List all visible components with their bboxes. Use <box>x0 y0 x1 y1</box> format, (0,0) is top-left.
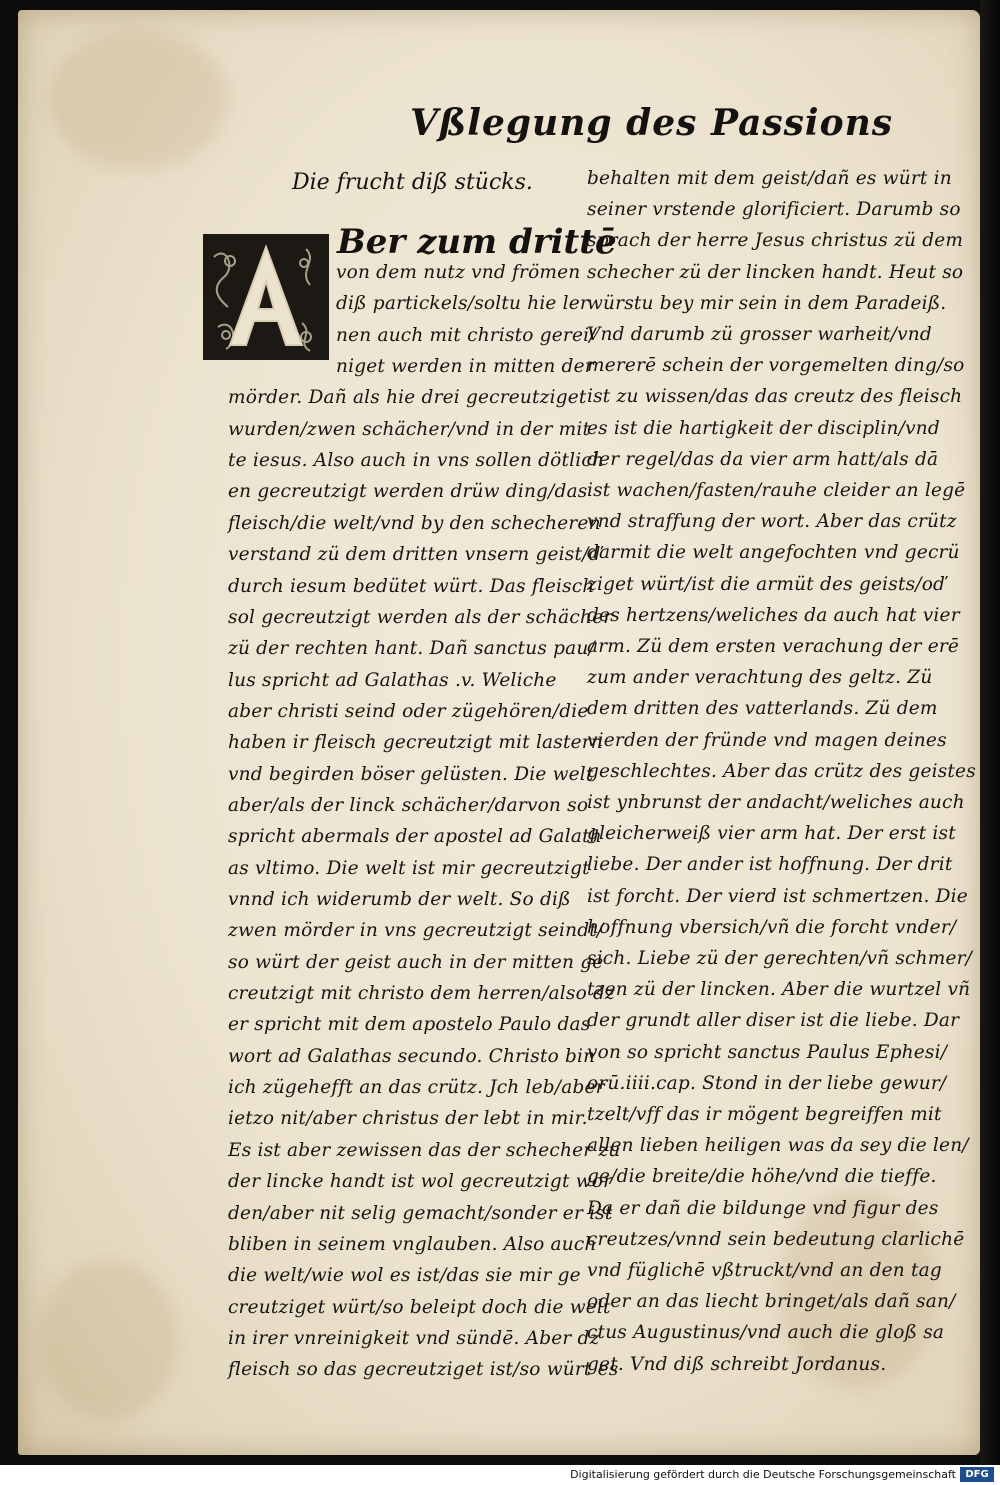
text-line: orū.iiii.cap. Stond in der liebe gewur/ <box>587 1072 947 1094</box>
text-line: en gecreutzigt werden drüw ding/das <box>228 481 588 503</box>
text-line: ist forcht. Der vierd ist schmertzen. Die <box>587 885 968 907</box>
text-line: aber/als der linck schächer/darvon so <box>228 794 589 816</box>
text-line: vnd straffung der wort. Aber das crütz <box>587 511 957 533</box>
opening-words: Ber zum drittē <box>337 222 617 262</box>
page-header: Vßlegung des Passions <box>410 102 894 144</box>
text-line: des hertzens/weliches da auch hat vier <box>587 604 960 626</box>
text-line: die welt/wie wol es ist/das sie mir ge <box>228 1265 581 1287</box>
text-line: von dem nutz vnd frömen <box>336 262 581 283</box>
text-line: geschlechtes. Aber das crütz des geistes <box>587 760 976 782</box>
text-line: te iesus. Also auch in vns sollen dötlich <box>228 450 605 472</box>
text-line: sprach der herre Jesus christus zü dem <box>587 230 964 252</box>
text-line: ge/die breite/die höhe/vnd die tieffe. <box>587 1166 937 1188</box>
text-line: vierden der fründe vnd magen deines <box>587 729 947 751</box>
text-line: arm. Zü dem ersten verachung der erē <box>587 636 960 657</box>
text-line: creutziget würt/so beleipt doch die welt <box>228 1296 611 1318</box>
text-line: nen auch mit christo gerei/ <box>336 324 596 346</box>
text-line: von so spricht sanctus Paulus Ephesi/ <box>587 1041 948 1063</box>
text-line: niget werden in mitten der <box>336 356 594 378</box>
text-line: zü der rechten hant. Dañ sanctus pau/ <box>228 638 595 660</box>
text-line: ist zu wissen/das das creutz des fleisch <box>587 386 963 408</box>
text-line: spricht abermals der apostel ad Galath <box>228 826 602 848</box>
text-line: Es ist aber zewissen das der schecher zu <box>228 1139 621 1161</box>
text-line: es ist die hartigkeit der disciplin/vnd <box>587 417 940 439</box>
text-line: ist wachen/fasten/rauhe cleider an legē <box>587 480 966 501</box>
text-line: ctus Augustinus/vnd auch die gloß sa <box>587 1322 945 1344</box>
text-line: darmit die welt angefochten vnd gecrü <box>587 542 960 564</box>
text-line: oder an das liecht bringet/als dañ san/ <box>587 1291 956 1313</box>
text-line: ich zügehefft an das crütz. Jch leb/aber <box>228 1077 605 1099</box>
text-line: fleisch/die welt/vnd by den schecheren <box>228 512 601 534</box>
text-line: bliben in seinem vnglauben. Also auch <box>228 1233 597 1255</box>
scan-edge <box>980 0 1000 1465</box>
text-line: würstu bey mir sein in dem Paradeiß. <box>587 292 947 314</box>
text-line: in irer vnreinigkeit vnd sündē. Aber dz <box>228 1327 600 1349</box>
text-line: der regel/das da vier arm hatt/als dā <box>587 448 939 470</box>
dfg-logo: DFG <box>960 1467 994 1482</box>
text-line: tzen zü der lincken. Aber die wurtzel vñ <box>587 979 971 1001</box>
text-line: vnd begirden böser gelüsten. Die welt <box>228 763 594 785</box>
text-line: verstand zü dem dritten vnsern geist/ď <box>228 544 601 566</box>
text-line: lus spricht ad Galathas .v. Weliche <box>228 669 557 691</box>
text-line: zum ander verachtung des geltz. Zü <box>587 667 933 689</box>
text-line: fleisch so das gecreutziget ist/so würt es <box>228 1359 619 1381</box>
text-line: tzelt/vff das ir mögent begreiffen mit <box>587 1104 942 1125</box>
text-line: gleicherweiß vier arm hat. Der erst ist <box>587 823 956 845</box>
text-line: zwen mörder in vns gecreutzigt seindt/ <box>228 920 604 942</box>
text-line: haben ir fleisch gecreutzigt mit lastern <box>228 732 603 754</box>
text-line: Vnd darumb zü grosser warheit/vnd <box>587 324 932 345</box>
text-line: wurden/zwen schächer/vnd in der mit <box>228 418 591 440</box>
text-line: sich. Liebe zü der gerechten/vñ schmer/ <box>587 948 973 969</box>
text-line: seiner vrstende glorificiert. Darumb so <box>587 199 961 221</box>
text-line: ietzo nit/aber christus der lebt in mir. <box>228 1108 588 1130</box>
paper-stain <box>38 1260 178 1420</box>
footer-bar <box>0 1465 1000 1485</box>
text-line: durch iesum bedütet würt. Das fleisch <box>228 575 595 597</box>
text-line: aber christi seind oder zügehören/die <box>228 700 589 722</box>
text-line: mörder. Dañ als hie drei gecreutziget <box>228 387 587 409</box>
text-line: liebe. Der ander ist hoffnung. Der drit <box>587 854 953 876</box>
text-line: wort ad Galathas secundo. Christo bin <box>228 1045 596 1067</box>
text-line: Da er dañ die bildunge vnd figur des <box>587 1197 939 1219</box>
text-line: ziget würt/ist die armüt des geists/oď <box>587 573 946 595</box>
paper-stain <box>48 30 228 170</box>
decorated-initial-letter <box>203 234 329 360</box>
text-line: hoffnung vbersich/vñ die forcht vnder/ <box>587 916 957 938</box>
section-subheading: Die frucht diß stücks. <box>292 170 533 195</box>
text-line: so würt der geist auch in der mitten ge <box>228 951 604 973</box>
text-line: get. Vnd diß schreibt Jordanus. <box>587 1353 887 1375</box>
text-line: vnd füglichē vßtruckt/vnd an den tag <box>587 1260 942 1281</box>
text-line: ist ynbrunst der andacht/weliches auch <box>587 792 965 813</box>
text-line: mererē schein der vorgemelten ding/so <box>587 355 965 377</box>
text-line: schecher zü der lincken handt. Heut so <box>587 261 964 283</box>
text-line: der lincke handt ist wol gecreutzigt wor <box>228 1171 613 1193</box>
text-line: diß partickels/soltu hie ler <box>336 293 589 315</box>
text-line: den/aber nit selig gemacht/sonder er ist <box>228 1202 613 1224</box>
text-line: behalten mit dem geist/dañ es würt in <box>587 168 952 189</box>
text-line: creutzes/vnnd sein bedeutung clarlichē <box>587 1228 965 1250</box>
text-line: allen lieben heiligen was da sey die len/ <box>587 1135 969 1157</box>
text-line: sol gecreutzigt werden als der schächer <box>228 606 613 628</box>
text-line: er spricht mit dem apostelo Paulo das <box>228 1014 591 1036</box>
text-line: vnnd ich widerumb der welt. So diß <box>228 889 571 910</box>
text-line: dem dritten des vatterlands. Zü dem <box>587 698 938 720</box>
text-line: as vltimo. Die welt ist mir gecreutzigt <box>228 857 590 879</box>
text-line: creutzigt mit christo dem herren/also dz <box>228 983 615 1005</box>
funding-notice: Digitalisierung gefördert durch die Deutsche Forschungsgemeinschaft <box>570 1468 956 1481</box>
text-line: der grundt aller diser ist die liebe. Dar <box>587 1010 960 1032</box>
initial-letter-a-ornament <box>206 237 326 357</box>
